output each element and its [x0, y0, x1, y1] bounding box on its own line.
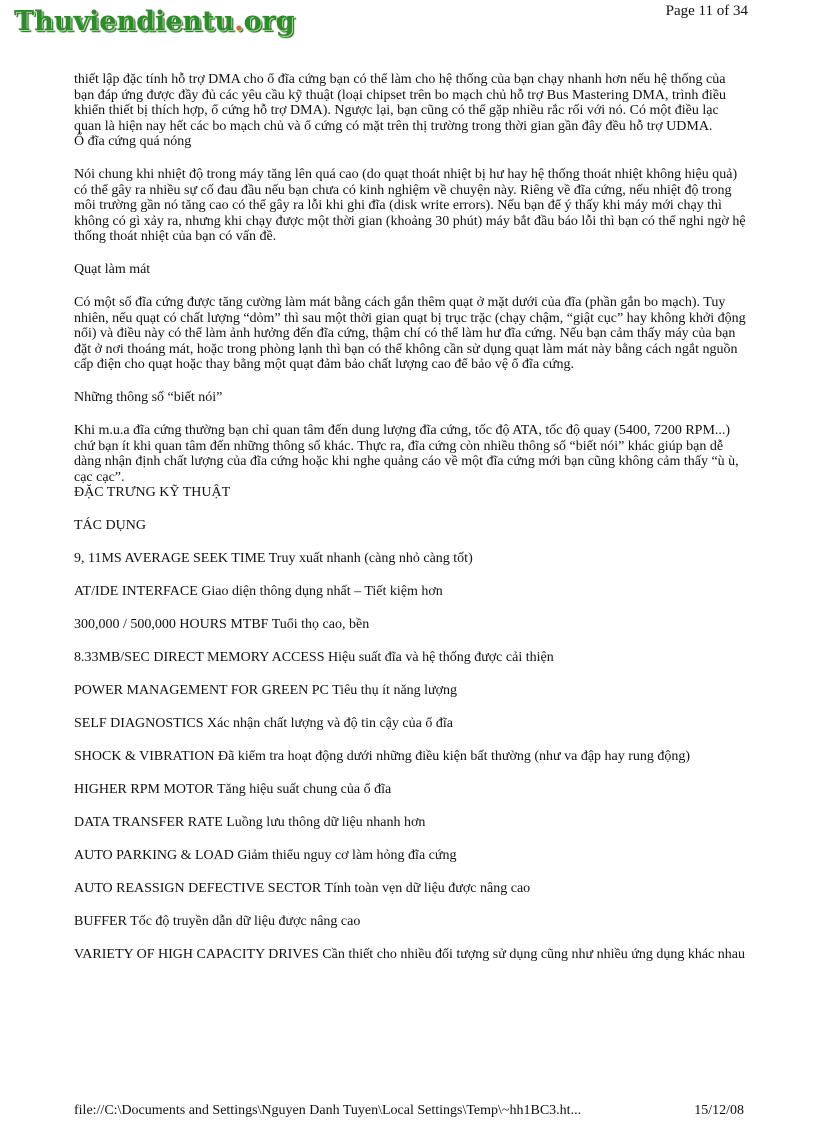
spec-item: POWER MANAGEMENT FOR GREEN PC Tiêu thụ ít năng lượng	[74, 683, 458, 698]
heading-cooling-fan: Quạt làm mát	[74, 262, 151, 277]
site-logo[interactable]	[14, 4, 295, 40]
footer-date: 15/12/08	[694, 1103, 744, 1118]
spec-item: AUTO PARKING & LOAD Giảm thiểu nguy cơ làm hỏng đĩa cứng	[74, 848, 457, 863]
spec-item: 8.33MB/SEC DIRECT MEMORY ACCESS Hiệu suất đĩa và hệ thống được cải thiện	[74, 650, 554, 665]
spec-item: SELF DIAGNOSTICS Xác nhận chất lượng và độ tin cậy của ổ đĩa	[74, 716, 453, 731]
spec-item: AUTO REASSIGN DEFECTIVE SECTOR Tính toàn vẹn dữ liệu được nâng cao	[74, 881, 531, 896]
spec-item: VARIETY OF HIGH CAPACITY DRIVES Cần thiết cho nhiều đối tượng sử dụng cũng như nhiều ứng dụng khác nhau	[74, 947, 745, 962]
label-effect: TÁC DỤNG	[74, 518, 146, 533]
spec-item: AT/IDE INTERFACE Giao diện thông dụng nhất – Tiết kiệm hơn	[74, 584, 443, 599]
spec-item: HIGHER RPM MOTOR Tăng hiệu suất chung của ổ đĩa	[74, 782, 392, 797]
footer-file-path: file://C:\Documents and Settings\Nguyen Danh Tuyen\Local Settings\Temp\~hh1BC3.ht...	[74, 1103, 582, 1118]
page-footer	[74, 1103, 744, 1119]
label-technical-feature: ĐẶC TRƯNG KỸ THUẬT	[74, 485, 231, 500]
heading-specs: Những thông số “biết nói”	[74, 390, 223, 405]
heading-hot-drive: Ổ đĩa cứng quá nóng	[74, 134, 192, 149]
spec-item: 300,000 / 500,000 HOURS MTBF Tuổi thọ cao, bền	[74, 617, 370, 632]
logo-main-text: Thuviendientu	[14, 6, 235, 37]
spec-item: BUFFER Tốc độ truyền dẫn dữ liệu được nâng cao	[74, 914, 361, 929]
paragraph-cooling-fan: Có một số đĩa cứng được tăng cường làm mát bằng cách gắn thêm quạt ở mặt dưới của đĩa (phần gắn bo mạch). Tuy nhiên, nếu quạt có chất lượng “dỏm” thì sau một thời gian quạt bị trục trặc (chạy chậm, “giật cục” hay không khởi động nổi) và điều này có thể làm ảnh hưởng đến đĩa cứng, thậm chí có thể làm hư đĩa cứng. Nếu bạn cảm thấy máy của bạn đặt ở nơi thoáng mát, hoặc trong phòng lạnh thì bạn có thể không cần sử dụng quạt làm mát này bằng cách ngắt nguồn cấp điện cho quạt hoặc thay bằng một quạt đảm bảo chất lượng cao để bảo vệ ổ đĩa cứng.	[74, 295, 746, 372]
spec-item: DATA TRANSFER RATE Luồng lưu thông dữ liệu nhanh hơn	[74, 815, 426, 830]
document-body	[74, 72, 746, 963]
paragraph-overheating: Nói chung khi nhiệt độ trong máy tăng lên quá cao (do quạt thoát nhiệt bị hư hay hệ thống thoát nhiệt không hiệu quả) có thể gây ra nhiều sự cố đau đầu nếu bạn chưa có kinh nghiệm về chuyện này. Riêng về đĩa cứng, nếu nhiệt độ trong môi trường gần nó tăng cao có thể gây ra lỗi khi ghi đĩa (disk write errors). Nếu bạn để ý thấy khi máy mới chạy thì không có gì xảy ra, nhưng khi chạy được một thời gian (khoảng 30 phút) máy bắt đầu báo lỗi thì bạn có thể nghi ngờ hệ thống thoát nhiệt của bạn có vấn đề.	[74, 167, 746, 244]
spec-item: 9, 11MS AVERAGE SEEK TIME Truy xuất nhanh (càng nhỏ càng tốt)	[74, 551, 473, 566]
logo-tld-text: org	[243, 6, 295, 37]
paragraph-dma-intro: thiết lập đặc tính hỗ trợ DMA cho ổ đĩa cứng bạn có thể làm cho hệ thống của bạn chạy nhanh hơn nếu hệ thống của bạn đáp ứng được đầy đủ các yêu cầu kỹ thuật (loại chipset trên bo mạch chủ hỗ trợ Bus Mastering DMA, trình điều khiển thiết bị thích hợp, ổ cứng hỗ trợ DMA). Ngược lại, bạn cũng có thể gặp nhiều rắc rối với nó. Có một điều lạc quan là hiện nay hết các bo mạch chủ và ổ cứng có mặt trên thị trường trong thời gian gần đây đều hỗ trợ UDMA.	[74, 72, 727, 134]
spec-item: SHOCK & VIBRATION Đã kiểm tra hoạt động dưới những điều kiện bất thường (như va đập hay rung động)	[74, 749, 691, 764]
logo-dot: .	[234, 6, 244, 37]
page-number: Page 11 of 34	[665, 3, 748, 19]
paragraph-specs-intro: Khi m.u.a đĩa cứng thường bạn chỉ quan tâm đến dung lượng đĩa cứng, tốc độ ATA, tốc độ quay (5400, 7200 RPM...) chứ bạn ít khi quan tâm đến những thông số khác. Thực ra, đĩa cứng còn nhiều thông số “biết nói” khác giúp bạn dễ dàng nhận định chất lượng của đĩa cứng hoặc khi nghe quảng cáo về một đĩa cứng mới bạn cũng không cảm thấy “ù ù, cạc cạc”.	[74, 423, 739, 485]
